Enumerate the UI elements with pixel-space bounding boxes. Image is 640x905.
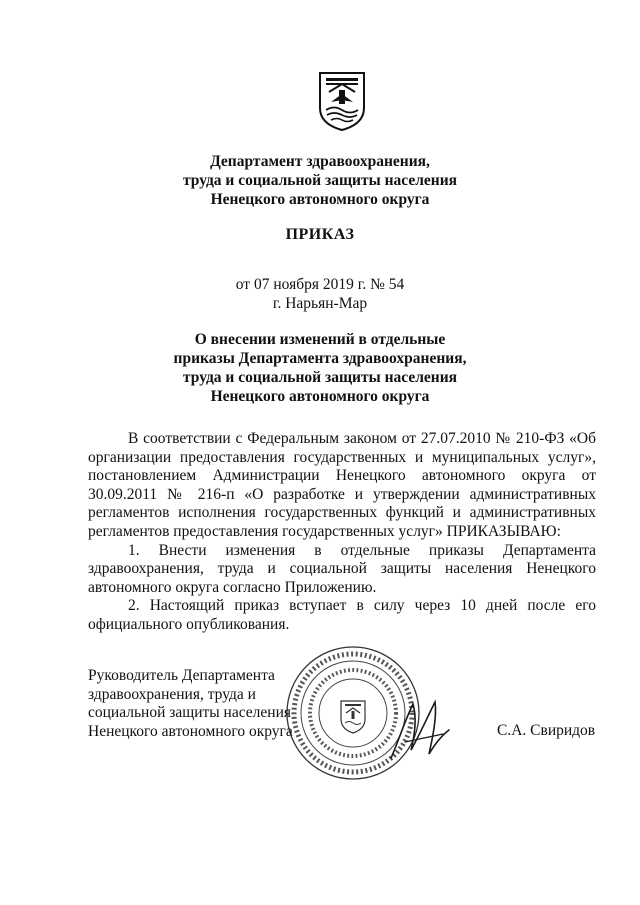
handwritten-signature	[385, 690, 455, 770]
coat-of-arms-emblem	[317, 70, 367, 132]
header-line: труда и социальной защиты населения	[182, 172, 458, 189]
position-line: социальной защиты населения	[88, 704, 292, 722]
document-date-block	[60, 275, 580, 313]
position-line: здравоохранения, труда и	[88, 685, 256, 703]
body-item: 2. Настоящий приказ вступает в силу через 10 дней после его официального опубликования.	[88, 597, 596, 633]
date-line: от 07 ноября 2019 г. № 54	[235, 276, 405, 293]
department-header	[60, 152, 580, 209]
document-title: ПРИКАЗ	[285, 226, 355, 243]
position-line: Руководитель Департамента	[88, 667, 275, 684]
subject-line: труда и социальной защиты населения	[182, 369, 458, 386]
body-item: 1. Внести изменения в отдельные приказы Департамента здравоохранения, труда и социальной защиты населения Ненецкого автономного округа согласно Приложению.	[88, 541, 596, 596]
header-line: Департамент здравоохранения,	[210, 153, 430, 170]
signatory-position	[88, 667, 293, 741]
body-paragraph: В соответствии с Федеральным законом от 27.07.2010 № 210-ФЗ «Об организации предоставления государственных и муниципальных услуг», постановлением Администрации Ненецкого автономного округа от 30.09.2011 № 216-п «О разработке и утверждении административных регламентов исполнения государственных функций и административных регламентов предоставления государственных услуг» ПРИКАЗЫВАЮ:	[88, 430, 596, 540]
signatory-name: С.А. Свиридов	[497, 722, 596, 739]
document-subject	[60, 330, 580, 406]
subject-line: О внесении изменений в отдельные	[194, 331, 446, 348]
position-line: Ненецкого автономного округа	[88, 722, 293, 740]
subject-line: Ненецкого автономного округа	[210, 388, 430, 405]
place-line: г. Нарьян-Мар	[272, 295, 368, 312]
subject-line: приказы Департамента здравоохранения,	[173, 350, 467, 367]
document-body	[88, 430, 596, 635]
header-line: Ненецкого автономного округа	[210, 191, 430, 208]
